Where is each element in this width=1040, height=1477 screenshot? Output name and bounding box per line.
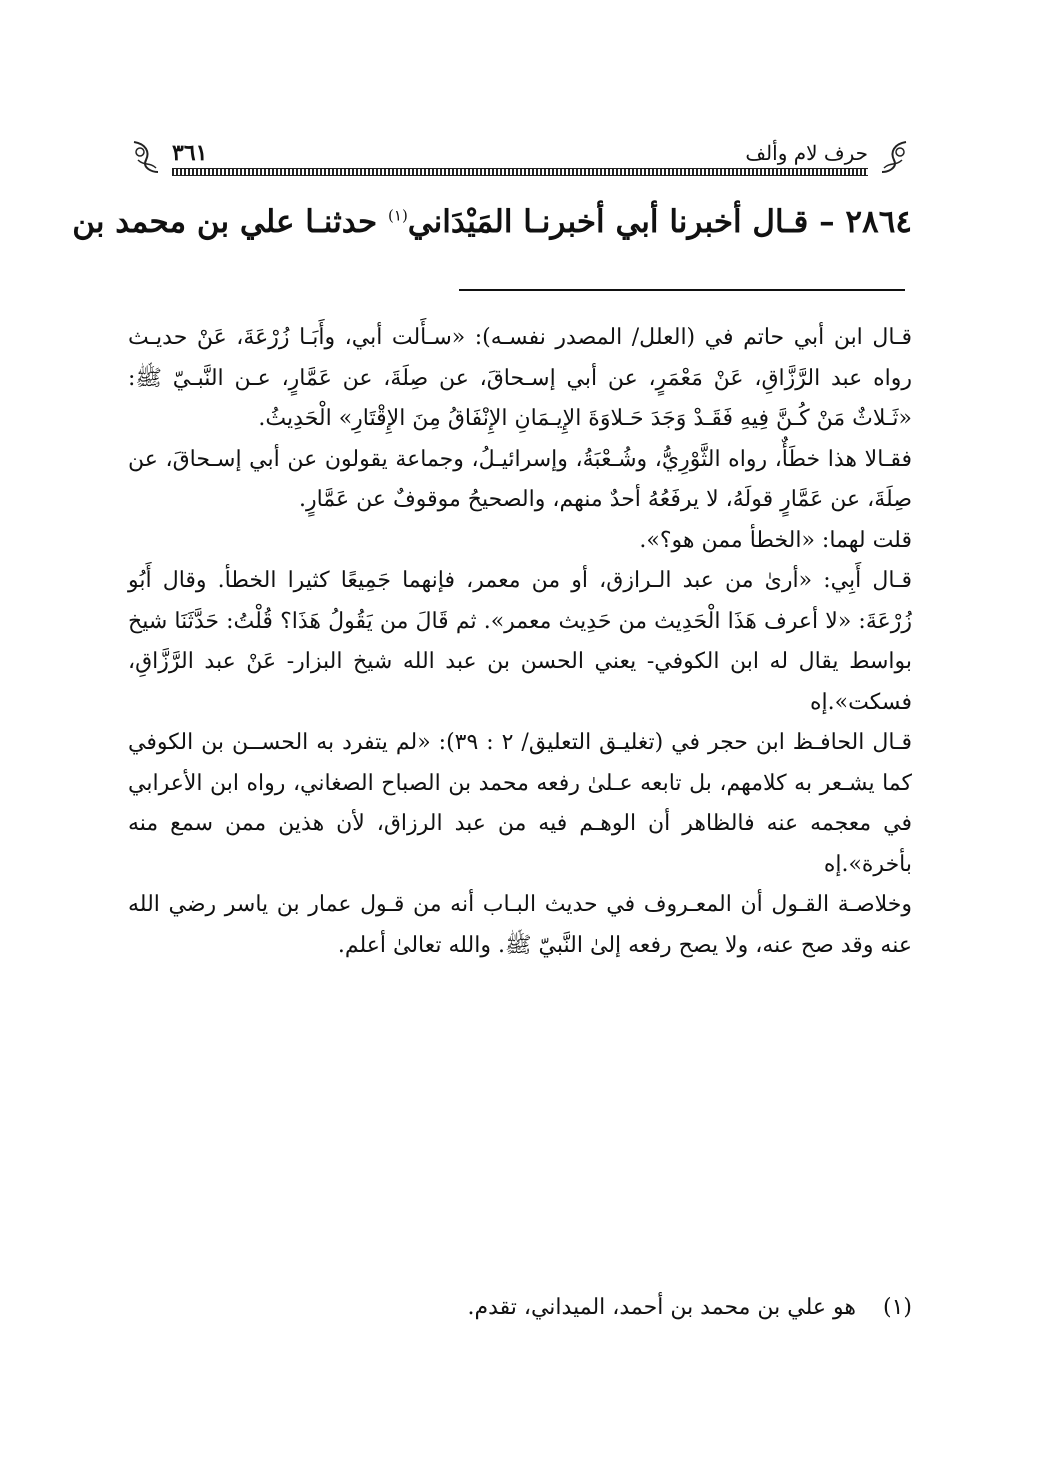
chapter-title: حرف لام وألف <box>745 141 868 165</box>
commentary-paragraph: قـال أَبِي: «أرىٰ من عبد الـرازق، أو من معمر، فإنهما جَمِيعًا كثيرا الخطأ. وقال أَبُو زُرْعَةَ: «لا أعرف هَذَا الْحَدِيث من حَدِيث معمر». ثم قَالَ من يَقُولُ هَذَا؟ قُلْتُ: حَدَّثَنَا شيخ بواسط يقال له ابن الكوفي- يعني الحسن بن عبد الله شيخ البزار- عَنْ عبد الرَّزَّاقِ، فسكت».إه <box>128 568 912 715</box>
commentary-paragraph: قلت لهما: «الخطأ ممن هو؟». <box>639 527 912 553</box>
ornament-icon <box>876 138 912 176</box>
hadith-entry <box>72 200 912 244</box>
commentary-paragraph: قـال الحافـظ ابن حجر في (تغليـق التعليق/ ٢ : ٣٩): «لم يتفرد به الحســن بن الكوفي كما يشـعر به كلامهم، بل تابعه عـلىٰ رفعه محمد بن الصباح الصغاني، رواه ابن الأعرابي في معجمه عنه فالظاهر أن الوهـم فيه من عبد الرزاق، لأن هذين ممن سمع منه بأخرة».إه <box>128 730 912 877</box>
ornament-icon <box>128 138 164 176</box>
entry-text: ٢٨٦٤ – قـال أخبرنا أبي أخبرنـا المَيْدَاني <box>407 204 912 240</box>
header-rule <box>172 168 868 176</box>
footnote-separator <box>459 289 905 291</box>
page-number: ٣٦١ <box>172 140 208 166</box>
footnote-text: هو علي بن محمد بن أحمد، الميداني، تقدم. <box>467 1295 856 1320</box>
entry-text-continued: حدثنـا علي بن محمد بن <box>72 204 389 240</box>
footnote <box>128 1288 912 1328</box>
commentary <box>128 318 912 966</box>
commentary-paragraph: فقـالا هذا خطَأٌ، رواه الثَّوْرِيُّ، وشُـعْبَةُ، وإسرائيـلُ، وجماعة يقولون عن أبي إسـحاقَ، عن صِلَةَ، عن عَمَّارٍ قولَهُ، لا يرفَعُهُ أحدٌ منهم، والصحيحُ موقوفٌ عن عَمَّارٍ. <box>128 446 912 512</box>
footnote-number: (١) <box>882 1295 912 1320</box>
commentary-paragraph: وخلاصـة القـول أن المعـروف في حديث البـاب أنه من قـول عمار بن ياسر رضي الله عنه وقد صح عنه، ولا يصح رفعه إلىٰ النَّبيّ ﷺ. والله تعالىٰ أعلم. <box>128 892 912 958</box>
running-header <box>128 138 912 178</box>
commentary-paragraph: قـال ابن أبي حاتم في (العلل/ المصدر نفسـه): «سـأَلت أبي، وأَبَـا زُرْعَةَ، عَنْ حديـث رواه عبد الرَّزَّاقِ، عَنْ مَعْمَرٍ، عن أبي إسـحاقَ، عن صِلَةَ، عن عَمَّارٍ، عـن النَّبـيّ ﷺ: «ثَـلاثٌ مَنْ كُـنَّ فِيهِ فَقَـدْ وَجَدَ حَـلاوَةَ الإِيـمَانِ الإِنْفَاقُ مِنَ الإِقْتَارِ» الْحَدِيثُ. <box>128 325 912 431</box>
footnote-marker: (١) <box>388 206 408 225</box>
